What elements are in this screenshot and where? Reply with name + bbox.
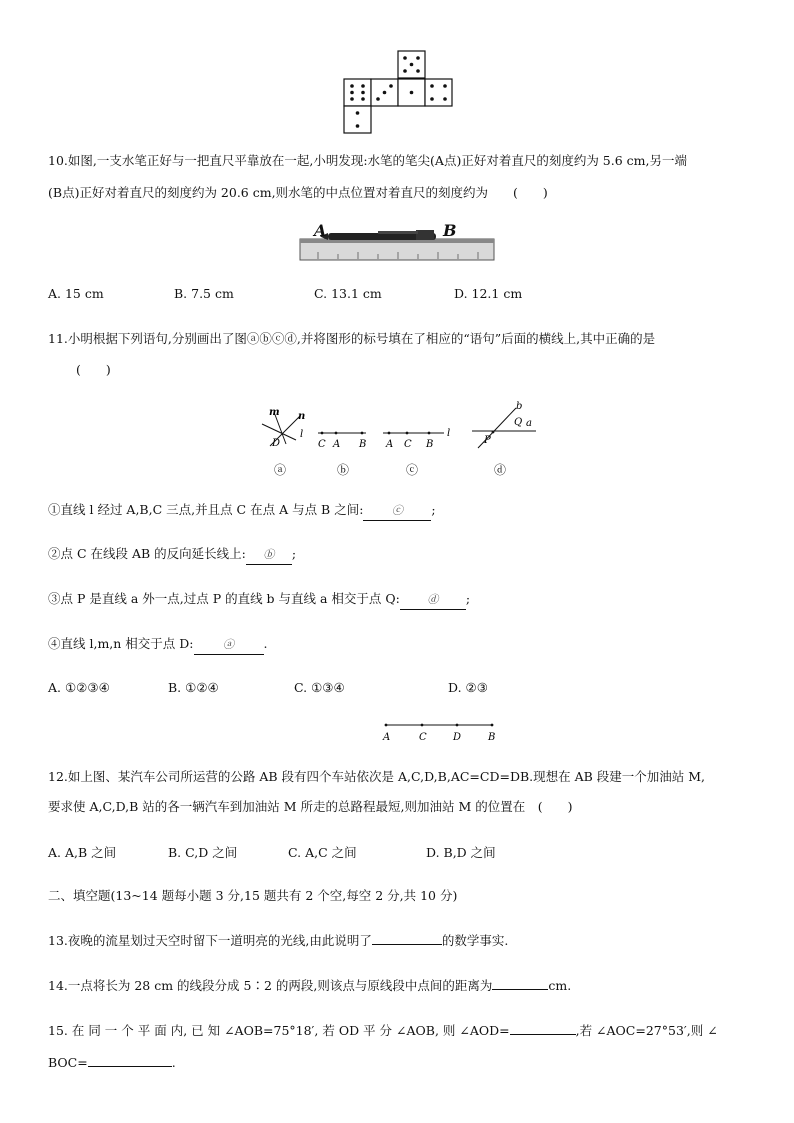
- answer-blank-13: [372, 944, 442, 945]
- q12-option-a: A. A,B 之间: [48, 845, 117, 860]
- section-2-heading: 二、填空题(13~14 题每小题 3 分,15 题共有 2 个空,每空 2 分,共 10 分): [48, 888, 458, 903]
- label-b: B: [443, 222, 457, 240]
- q15-line1: 15. 在 同 一 个 平 面 内, 已 知 ∠AOB=75°18′, 若 OD 平 分 ∠AOB, 则 ∠AOD= ,若 ∠AOC=27°53′,则 ∠: [48, 1023, 718, 1038]
- q12-option-c: C. A,C 之间: [288, 845, 357, 860]
- answer-blank-15b: [88, 1066, 172, 1067]
- svg-text:m: m: [269, 407, 280, 418]
- q12-option-d: D. B,D 之间: [426, 845, 496, 860]
- q12-option-b: B. C,D 之间: [168, 845, 238, 860]
- dice-face-1: [344, 79, 371, 106]
- q10-option-b: B. 7.5 cm: [174, 286, 234, 301]
- fig-label-b: ⓑ: [337, 463, 350, 477]
- q11-statement-2: ②点 C 在线段 AB 的反向延长线上: ⓑ ;: [48, 545, 754, 565]
- svg-text:b: b: [516, 401, 523, 412]
- q11-statement-3: ③点 P 是直线 a 外一点,过点 P 的直线 b 与直线 a 相交于点 Q: ⓓ ;: [48, 590, 754, 610]
- svg-text:B: B: [488, 732, 496, 743]
- q10-line1: 10.如图,一支水笔正好与一把直尺平靠放在一起,小明发现:水笔的笔尖(A点)正好对着直尺的刻度约为 5.6 cm,另一端: [48, 153, 687, 168]
- answer-blank-15a: [510, 1034, 576, 1035]
- dice-net-figure: [342, 50, 454, 134]
- answer-blank-14: [492, 989, 548, 990]
- dice-net: [342, 50, 454, 134]
- fig-label-d: ⓓ: [494, 463, 507, 477]
- q12-road-figure: [380, 718, 500, 744]
- svg-text:P: P: [484, 435, 491, 446]
- q13: 13.夜晚的流星划过天空时留下一道明亮的光线,由此说明了 的数学事实.: [48, 933, 509, 948]
- answer-blank-2: ⓑ: [246, 546, 292, 565]
- dice-face-4: [425, 79, 452, 106]
- svg-text:A: A: [333, 439, 341, 450]
- svg-text:D: D: [453, 732, 462, 743]
- dice-face-bottom: [344, 106, 371, 133]
- fig-a: [262, 412, 300, 446]
- q11-option-b: B. ①②④: [168, 680, 219, 695]
- q12-line1: 12.如上图、某汽车公司所运营的公路 AB 段有四个车站依次是 A,C,D,B,AC=CD=DB.现想在 AB 段建一个加油站 M,: [48, 769, 706, 784]
- q11-figures: [256, 398, 546, 480]
- svg-text:B: B: [426, 439, 434, 450]
- q10-option-d: D. 12.1 cm: [454, 286, 523, 301]
- svg-text:B: B: [359, 439, 367, 450]
- fig-b: [318, 432, 366, 435]
- pen-ruler-figure: [298, 222, 496, 262]
- fig-label-c: ⓒ: [406, 463, 419, 477]
- svg-text:l: l: [300, 429, 304, 440]
- fig-label-a: ⓐ: [274, 463, 287, 477]
- svg-text:A: A: [386, 439, 394, 450]
- svg-text:l: l: [447, 428, 451, 439]
- q10-option-c: C. 13.1 cm: [314, 286, 382, 301]
- q15-line2: BOC= .: [48, 1055, 176, 1070]
- svg-text:C: C: [404, 439, 412, 450]
- q14: 14.一点将长为 28 cm 的线段分成 5∶2 的两段,则该点与原线段中点间的距离为 cm.: [48, 978, 572, 993]
- q11-option-c: C. ①③④: [294, 680, 345, 695]
- q11-statement-4: ④直线 l,m,n 相交于点 D: ⓐ .: [48, 635, 754, 655]
- fig-c: [383, 432, 444, 435]
- q11-line2: ( ): [76, 362, 111, 377]
- svg-text:Q: Q: [514, 417, 523, 428]
- q11-statement-1: ①直线 l 经过 A,B,C 三点,并且点 C 在点 A 与点 B 之间: ⓒ ;: [48, 501, 754, 521]
- answer-blank-3: ⓓ: [400, 591, 466, 610]
- svg-text:a: a: [526, 418, 532, 429]
- answer-blank-4: ⓐ: [194, 636, 264, 655]
- svg-text:C: C: [318, 439, 326, 450]
- q11-option-d: D. ②③: [448, 680, 488, 695]
- svg-text:C: C: [419, 732, 427, 743]
- svg-text:A: A: [383, 732, 391, 743]
- q12-line2: 要求使 A,C,D,B 站的各一辆汽车到加油站 M 所走的总路程最短,则加油站 M 的位置在 ( ): [48, 799, 573, 814]
- label-a: A: [314, 222, 327, 240]
- svg-text:D: D: [272, 438, 281, 449]
- q10-line2: (B点)正好对着直尺的刻度约为 20.6 cm,则水笔的中点位置对着直尺的刻度约为 ( ): [48, 185, 548, 200]
- q10-option-a: A. 15 cm: [48, 286, 104, 301]
- svg-text:n: n: [298, 411, 306, 422]
- answer-blank-1: ⓒ: [363, 502, 431, 521]
- q11-option-a: A. ①②③④: [48, 680, 110, 695]
- q11-line1: 11.小明根据下列语句,分别画出了图ⓐⓑⓒⓓ,并将图形的标号填在了相应的“语句”后面的横线上,其中正确的是: [48, 331, 656, 346]
